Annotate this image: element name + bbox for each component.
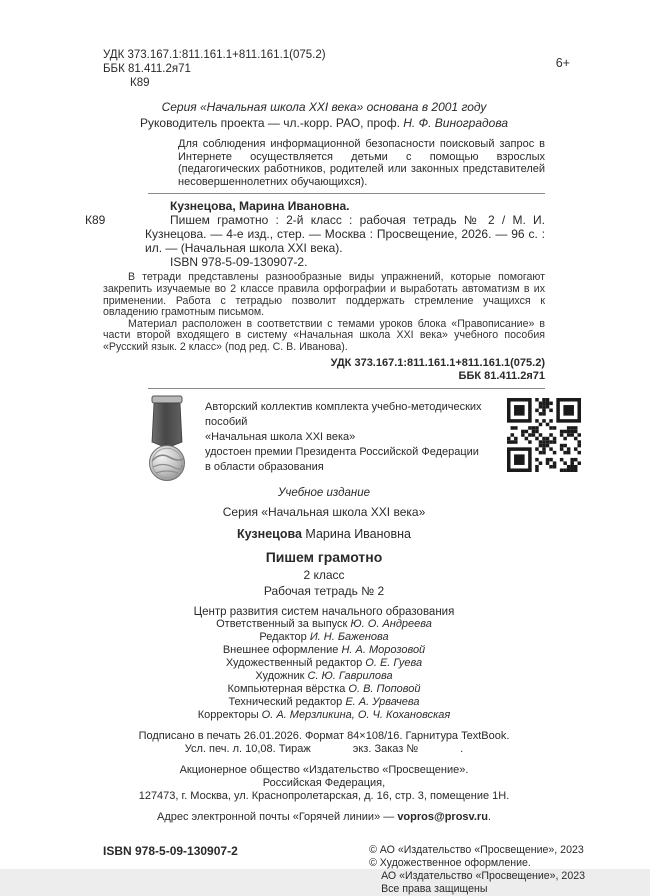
card-description: Пишем грамотно : 2-й класс : рабочая тетрадь № 2 / М. И. Кузнецова. — 4-е изд., стер. — Москва : Просвещение, 2026. — 96 с. : ил. — (Начальная школа XXI века). (145, 213, 545, 256)
card-isbn: ISBN 978-5-09-130907-2. (170, 255, 308, 270)
author-sign: К89 (130, 77, 150, 89)
credit-line: Художник С. Ю. Гаврилова (255, 669, 393, 682)
print-info-line-2: Усл. печ. л. 10,08. Тираж экз. Заказ № . (184, 742, 464, 755)
edition-author: Кузнецова Марина Ивановна (237, 526, 411, 541)
award-line: Авторский коллектив комплекта учебно-методических пособий (205, 400, 482, 428)
center-org: Центр развития систем начального образования (193, 605, 455, 618)
codes-right-block (103, 357, 545, 383)
award-line: удостоен премии Президента Российской Федерации (205, 445, 479, 458)
award-text (205, 395, 507, 487)
edition-block (103, 487, 545, 722)
award-line: в области образования (205, 460, 324, 473)
catalog-card (85, 199, 545, 270)
udk-code-bold: УДК 373.167.1:811.161.1+811.161.1(075.2) (330, 356, 545, 369)
hotline-email: vopros@prosv.ru (397, 810, 488, 823)
annotation-paragraph-1: В тетради представлены разнообразные виды упражнений, которые помогают закрепить изучаемые во 2 классе правила орфографии и выработать автоматизм в их применении. Работа с тетрадью позволит поддержать стремление учащихся к овладению грамотным письмом. (103, 271, 545, 319)
book-subtitle: Рабочая тетрадь № 2 (263, 583, 385, 598)
publisher-name: Акционерное общество «Издательство «Просвещение». (179, 763, 469, 776)
credit-line: Корректоры О. А. Мерзликина, О. Ч. Кохановская (197, 708, 451, 721)
card-author-heading: Кузнецова, Марина Ивановна. (170, 199, 350, 214)
credit-line: Технический редактор Е. А. Урвачева (228, 695, 420, 708)
award-row (143, 395, 581, 487)
udk-code: УДК 373.167.1:811.161.1+811.161.1(075.2) (103, 49, 326, 61)
annotation-paragraph-2: Материал расположен в соответствии с темами уроков блока «Правописание» в части второй входящего в систему «Начальная школа XXI века» учебного пособия «Русский язык. 2 класс» (под ред. С. В. Иванова). (103, 317, 545, 353)
footer-isbn: ISBN 978-5-09-130907-2 (103, 843, 238, 858)
credit-line: Редактор И. Н. Баженова (259, 630, 389, 643)
leader-name: Н. Ф. Виноградова (403, 116, 508, 130)
copyright-block (369, 844, 585, 896)
bbk-code-bold: ББК 81.411.2я71 (458, 369, 545, 382)
top-codes-block (103, 48, 570, 90)
book-grade: 2 класс (303, 567, 345, 582)
series-founded-line: Серия «Начальная школа XXI века» основана в 2001 году (161, 100, 487, 114)
edition-series: Серия «Начальная школа XXI века» (222, 504, 426, 519)
credit-line: Внешнее оформление Н. А. Морозовой (222, 643, 426, 656)
divider-middle (148, 388, 545, 389)
hotline-email-line: Адрес электронной почты «Горячей линии» — vopros@prosv.ru. (157, 810, 491, 823)
publisher-address: 127473, г. Москва, ул. Краснопролетарская, д. 16, стр. 3, помещение 1Н. (138, 789, 510, 802)
credit-line: Художественный редактор О. Е. Гуева (225, 656, 423, 669)
qr-code (507, 398, 581, 472)
footer (103, 843, 585, 896)
project-leader-line: Руководитель проекта — чл.-корр. РАО, проф. Н. Ф. Виноградова (140, 116, 508, 130)
copyright-line: АО «Издательство «Просвещение», 2023 (381, 869, 585, 882)
credit-line: Ответственный за выпуск Ю. О. Андреева (216, 617, 432, 630)
credits-list (103, 618, 545, 722)
credit-line: Компьютерная вёрстка О. В. Поповой (227, 682, 421, 695)
print-info-line-1: Подписано в печать 26.01.2026. Формат 84×108/16. Гарнитура TextBook. (138, 729, 510, 742)
info-safety-note: Для соблюдения информационной безопасности поисковый запрос в Интернете осуществляется детьми с помощью взрослых (педагогических работников, родителей или законных представителей несовершеннолетних обучающихся). (178, 138, 545, 188)
bbk-code: ББК 81.411.2я71 (103, 63, 191, 75)
book-title: Пишем грамотно (265, 548, 383, 565)
card-author-sign: К89 (85, 213, 106, 228)
series-note (103, 99, 545, 131)
imprint-block (103, 730, 545, 824)
age-rating: 6+ (555, 56, 570, 70)
annotation (103, 272, 545, 353)
medal-icon (143, 395, 191, 485)
divider-top (148, 193, 545, 194)
copyright-line: © Художественное оформление. (369, 856, 531, 869)
edition-kind: Учебное издание (278, 486, 370, 499)
copyright-line: Все права защищены (381, 882, 488, 895)
publisher-country: Российская Федерация, (262, 776, 386, 789)
award-line: «Начальная школа XXI века» (205, 430, 356, 443)
copyright-line: © АО «Издательство «Просвещение», 2023 (369, 843, 584, 856)
